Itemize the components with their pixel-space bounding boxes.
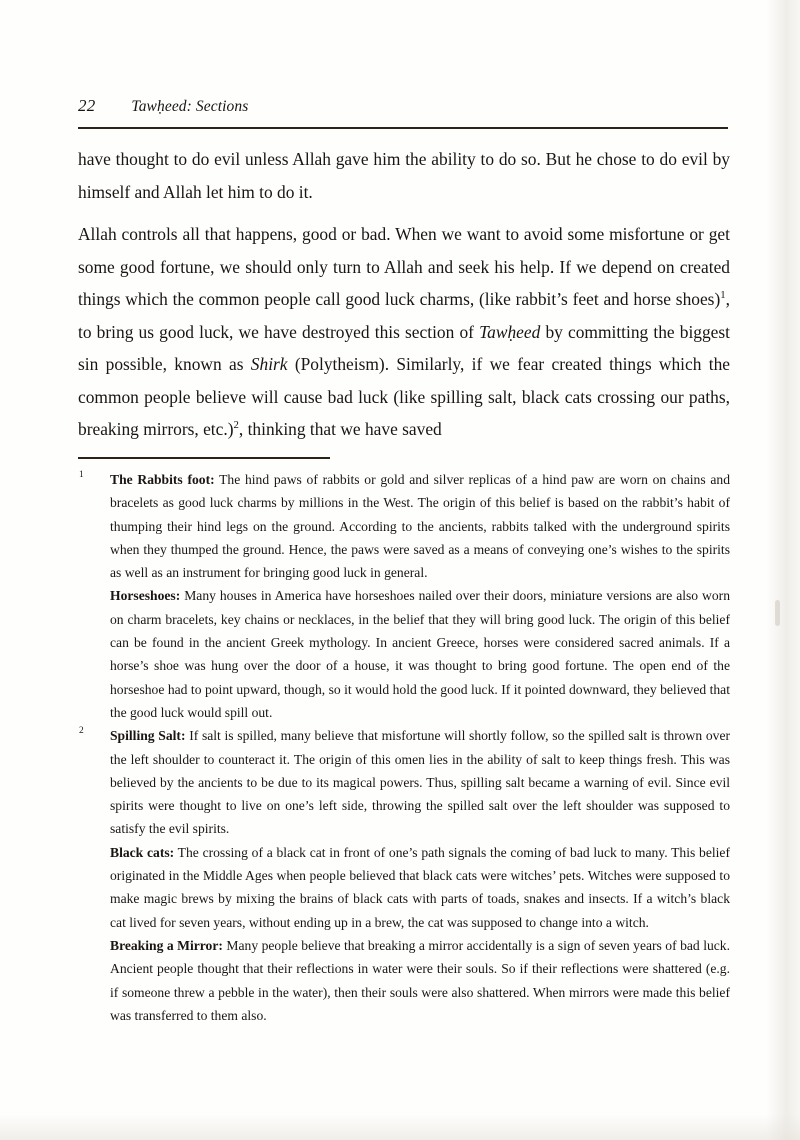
emphasis-term: Shirk xyxy=(250,354,288,374)
footnote-2 xyxy=(78,724,730,1027)
scan-edge-artifact-bottom xyxy=(0,1114,800,1140)
footnote-entry-text: The crossing of a black cat in front of one’s path signals the coming of bad luck to many. This belief originated in the Middle Ages when people believed that black cats were witches’ pets. Witches were supposed to make magic brews by mixing the brains of black cats with parts of toads, snakes and insects. If a witch’s black cat lived for seven years, without ending up in a brew, the cat was supposed to change into a witch. xyxy=(110,844,730,930)
body-text xyxy=(78,143,730,446)
footnote-entry xyxy=(110,841,730,934)
text-run: Allah controls all that happens, good or bad. When we want to avoid some misfortune or get some good fortune, we should only turn to Allah and seek his help. If we depend on created things which the common people call good luck charms, (like rabbit’s feet and horse shoes) xyxy=(78,224,730,309)
page-number: 22 xyxy=(78,96,96,115)
footnote-separator-rule xyxy=(78,457,330,459)
text-run: have thought to do evil unless Allah gave him the ability to do so. But he chose to do evil by himself and Allah let him to do it. xyxy=(78,149,730,202)
footnote-entry xyxy=(110,584,730,724)
scan-edge-artifact-right xyxy=(766,0,800,1140)
body-paragraph xyxy=(78,143,730,208)
emphasis-term: Tawḥeed xyxy=(479,321,541,342)
running-title: Tawḥeed: Sections xyxy=(131,98,249,115)
running-head xyxy=(78,96,728,116)
footnote-entry-text: Many people believe that breaking a mirror accidentally is a sign of seven years of bad luck. Ancient people thought that their reflections in water were their souls. So if their reflections were shattered (e.g. if someone threw a pebble in the water), then their souls were also shattered. When mirrors were made this belief was transferred to them also. xyxy=(110,937,731,1023)
footnote-reference-2[interactable]: 2 xyxy=(233,419,239,432)
footnote-1 xyxy=(78,468,730,724)
header-rule xyxy=(78,127,728,129)
footnote-entry-text: Many houses in America have horseshoes nailed over their doors, miniature versions are also worn on charm bracelets, key chains or necklaces, in the belief that they will bring good luck. The origin of this belief can be found in the ancient Greek mythology. In ancient Greece, horses were considered sacred animals. If a horse’s shoe was hung over the door of a house, it was thought to bring good fortune. The open end of the horseshoe had to point upward, though, so it would hold the good luck. If it pointed downward, they believed that the good luck would spill out. xyxy=(110,588,730,720)
footnote-entry-title: Spilling Salt: xyxy=(110,728,186,744)
footnote-entry-text: If salt is spilled, many believe that misfortune will shortly follow, so the spilled salt is thrown over the left shoulder to counteract it. The origin of this omen lies in the ability of salt to keep things fresh. This was believed by the ancients to be due to its magical powers. Thus, spilling salt became a warning of evil. Since evil spirits were thought to live on one’s left side, throwing the spilled salt over the left shoulder was supposed to satisfy the evil spirits. xyxy=(110,728,731,837)
text-run: (Polytheism). Similarly, if we fear created things which the common people believe will cause bad luck (like spilling salt, black cats crossing our paths, breaking mirrors, etc.) xyxy=(78,354,730,439)
scan-speck xyxy=(775,600,780,626)
footnote-entry-text: The hind paws of rabbits or gold and silver replicas of a hind paw are worn on chains and bracelets as good luck charms by millions in the West. The origin of this belief is based on the rabbit’s habit of thumping their hind legs on the ground. According to the ancients, rabbits talked with the underground spirits when they thumped the ground. Hence, the paws were saved as a means of conveying one’s wishes to the spirits as well as an instrument for bringing good luck in general. xyxy=(110,472,730,581)
footnote-reference-1[interactable]: 1 xyxy=(720,289,726,302)
footnote-marker: 1 xyxy=(79,470,84,480)
footnote-entry xyxy=(110,468,730,584)
text-run: , to bring us good luck, we have destroyed this section of xyxy=(78,289,730,342)
footnotes xyxy=(78,468,730,1027)
footnote-entry-title: The Rabbits foot: xyxy=(110,472,215,487)
footnote-marker: 2 xyxy=(79,726,84,737)
footnote-entry-title: Horseshoes: xyxy=(110,588,181,604)
footnote-entry-title: Breaking a Mirror: xyxy=(110,937,223,953)
body-paragraph xyxy=(78,218,730,446)
footnote-entry-title: Black cats: xyxy=(110,844,175,860)
footnote-entry xyxy=(110,934,730,1027)
text-run: by committing the biggest sin possible, known as xyxy=(78,321,731,374)
text-run: , thinking that we have saved xyxy=(238,419,442,439)
footnote-entry xyxy=(110,724,730,840)
